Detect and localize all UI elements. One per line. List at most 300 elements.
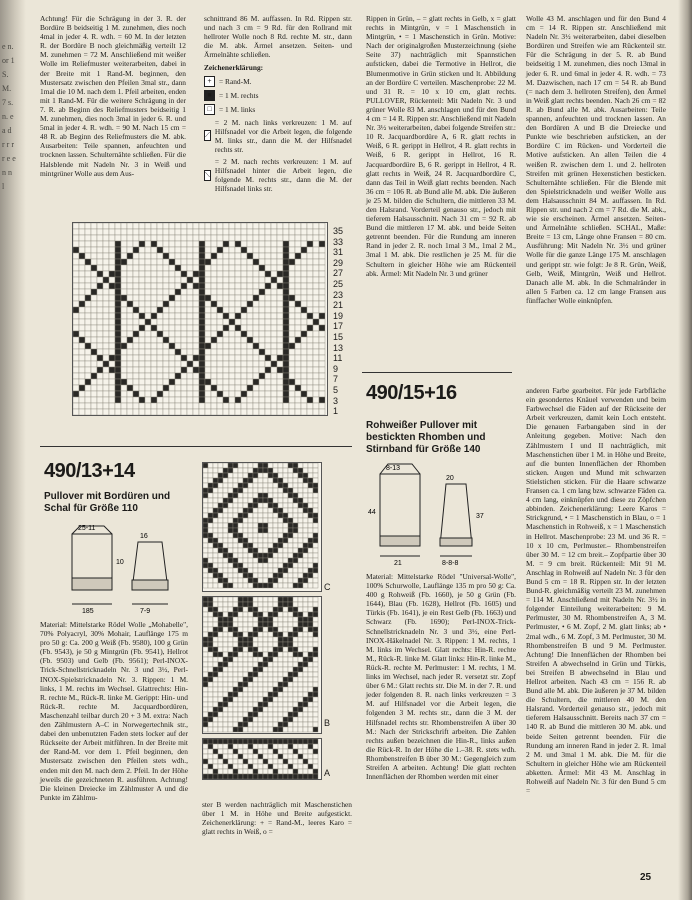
relief-cell xyxy=(181,337,187,343)
chart-b-cell xyxy=(253,602,258,607)
chart-b-cell xyxy=(218,627,223,632)
chart-b-cell xyxy=(228,662,233,667)
chart-b-cell xyxy=(303,687,308,692)
chart-b-cell xyxy=(208,612,213,617)
relief-cell xyxy=(175,295,181,301)
relief-cell xyxy=(157,403,163,409)
relief-cell xyxy=(73,253,79,259)
relief-cell xyxy=(157,391,163,397)
relief-cell xyxy=(115,301,121,307)
relief-cell xyxy=(169,265,175,271)
chart-c-cell xyxy=(273,498,278,503)
relief-cell xyxy=(73,361,79,367)
chart-c-cell xyxy=(283,508,288,513)
chart-c-cell xyxy=(228,473,233,478)
col1-top-text xyxy=(40,14,186,179)
chart-b-cell xyxy=(218,652,223,657)
chart-c-cell xyxy=(238,513,243,518)
relief-cell xyxy=(133,337,139,343)
relief-cell xyxy=(157,397,163,403)
chart-c-cell xyxy=(268,548,273,553)
legend-row xyxy=(204,118,352,154)
relief-cell xyxy=(283,313,289,319)
relief-cell xyxy=(295,367,301,373)
chart-c-cell xyxy=(253,553,258,558)
chart-b-cell xyxy=(228,707,233,712)
chart-c-cell xyxy=(298,463,303,468)
relief-cell xyxy=(271,301,277,307)
chart-c-cell xyxy=(273,473,278,478)
chart-b-cell xyxy=(248,712,253,717)
chart-b-cell xyxy=(313,707,318,712)
chart-b-cell xyxy=(298,727,303,732)
chart-c-cell xyxy=(283,543,288,548)
relief-cell xyxy=(313,343,319,349)
relief-cell xyxy=(187,259,193,265)
chart-b-cell xyxy=(308,667,313,672)
relief-cell xyxy=(283,307,289,313)
schema1-label-e: 7-9 xyxy=(140,608,151,615)
relief-cell xyxy=(145,355,151,361)
chart-c-cell xyxy=(208,503,213,508)
chart-b-cell xyxy=(283,632,288,637)
relief-cell xyxy=(109,331,115,337)
relief-cell xyxy=(91,295,97,301)
chart-b-cell xyxy=(223,687,228,692)
relief-cell xyxy=(217,337,223,343)
relief-cell xyxy=(115,265,121,271)
relief-cell xyxy=(175,283,181,289)
chart-b-cell xyxy=(298,702,303,707)
chart-c-cell xyxy=(248,488,253,493)
chart-c-cell xyxy=(218,573,223,578)
chart-a-cell xyxy=(268,774,273,779)
relief-cell xyxy=(109,265,115,271)
relief-cell xyxy=(265,295,271,301)
relief-cell xyxy=(271,379,277,385)
relief-cell xyxy=(217,379,223,385)
chart-a-cell xyxy=(253,744,258,749)
relief-cell xyxy=(175,259,181,265)
relief-cell xyxy=(91,379,97,385)
relief-cell xyxy=(103,265,109,271)
relief-cell xyxy=(259,295,265,301)
relief-cell xyxy=(193,235,199,241)
relief-cell xyxy=(151,361,157,367)
relief-cell xyxy=(133,235,139,241)
relief-pattern-chart xyxy=(72,222,328,416)
relief-cell xyxy=(79,283,85,289)
relief-cell xyxy=(313,331,319,337)
relief-cell xyxy=(259,289,265,295)
chart-a-cell xyxy=(208,764,213,769)
chart-c-cell xyxy=(293,528,298,533)
relief-cell xyxy=(151,247,157,253)
relief-cell xyxy=(235,253,241,259)
relief-cell xyxy=(85,235,91,241)
chart-b-cell xyxy=(258,662,263,667)
chart-c-cell xyxy=(263,538,268,543)
chart-b-cell xyxy=(258,702,263,707)
chart-b-cell xyxy=(218,712,223,717)
relief-cell xyxy=(199,295,205,301)
relief-cell xyxy=(217,235,223,241)
relief-cell xyxy=(289,313,295,319)
relief-cell xyxy=(289,271,295,277)
chart-c-cell xyxy=(313,538,318,543)
relief-cell xyxy=(265,241,271,247)
chart-b-cell xyxy=(208,647,213,652)
chart-c-cell xyxy=(313,483,318,488)
relief-cell xyxy=(187,277,193,283)
chart-b-cell xyxy=(253,682,258,687)
chart-c-cell xyxy=(233,548,238,553)
chart-b-cell xyxy=(233,647,238,652)
chart-c-cell xyxy=(218,553,223,558)
relief-cell xyxy=(181,295,187,301)
relief-cell xyxy=(91,361,97,367)
relief-cell xyxy=(253,235,259,241)
chart-b-cell xyxy=(298,612,303,617)
relief-cell xyxy=(187,289,193,295)
chart-b-cell xyxy=(258,657,263,662)
chart-b-cell xyxy=(288,702,293,707)
relief-cell xyxy=(211,319,217,325)
relief-cell xyxy=(103,301,109,307)
relief-cell xyxy=(73,397,79,403)
relief-cell xyxy=(121,331,127,337)
relief-cell xyxy=(235,361,241,367)
relief-cell xyxy=(217,391,223,397)
relief-cell xyxy=(85,409,91,415)
relief-cell xyxy=(229,337,235,343)
chart-b-cell xyxy=(288,722,293,727)
chart-b-cell xyxy=(213,682,218,687)
chart-a-cell xyxy=(223,774,228,779)
chart-b-cell xyxy=(238,612,243,617)
chart-b-cell xyxy=(293,637,298,642)
relief-cell xyxy=(97,331,103,337)
relief-cell xyxy=(313,265,319,271)
relief-cell xyxy=(235,295,241,301)
chart-c-cell xyxy=(263,478,268,483)
relief-cell xyxy=(283,289,289,295)
chart-c-cell xyxy=(203,573,208,578)
chart-c-cell xyxy=(313,508,318,513)
relief-cell xyxy=(97,373,103,379)
chart-b-cell xyxy=(208,622,213,627)
relief-cell xyxy=(235,277,241,283)
chart-b-cell xyxy=(283,597,288,602)
chart-b-cell xyxy=(233,642,238,647)
chart-c-cell xyxy=(228,468,233,473)
relief-cell xyxy=(319,409,325,415)
relief-cell xyxy=(187,325,193,331)
chart-c-cell xyxy=(278,478,283,483)
relief-cell xyxy=(283,331,289,337)
relief-cell xyxy=(319,355,325,361)
chart-b-cell xyxy=(273,637,278,642)
relief-cell xyxy=(253,289,259,295)
relief-cell xyxy=(163,229,169,235)
chart-b-cell xyxy=(303,667,308,672)
relief-cell xyxy=(271,319,277,325)
relief-cell xyxy=(187,283,193,289)
relief-cell xyxy=(139,235,145,241)
chart-b-cell xyxy=(313,602,318,607)
chart-c-cell xyxy=(253,563,258,568)
relief-cell xyxy=(187,391,193,397)
relief-cell xyxy=(187,355,193,361)
chart-b-cell xyxy=(233,597,238,602)
relief-cell xyxy=(91,409,97,415)
relief-cell xyxy=(295,289,301,295)
chart-b-cell xyxy=(203,727,208,732)
chart-c-cell xyxy=(268,468,273,473)
relief-cell xyxy=(301,313,307,319)
relief-cell xyxy=(175,223,181,229)
chart-b-cell xyxy=(268,667,273,672)
relief-cell xyxy=(151,259,157,265)
chart-c-cell xyxy=(213,473,218,478)
chart-b-cell xyxy=(308,702,313,707)
chart-c-label: C xyxy=(324,582,331,592)
relief-cell xyxy=(97,379,103,385)
chart-c-cell xyxy=(308,533,313,538)
relief-cell xyxy=(175,331,181,337)
chart-c-cell xyxy=(283,538,288,543)
relief-cell xyxy=(169,337,175,343)
relief-cell xyxy=(133,373,139,379)
relief-cell xyxy=(259,301,265,307)
chart-b-cell xyxy=(308,687,313,692)
chart-c-cell xyxy=(228,463,233,468)
chart-c-cell xyxy=(268,498,273,503)
relief-cell xyxy=(211,385,217,391)
chart-b-cell xyxy=(263,627,268,632)
relief-cell xyxy=(175,337,181,343)
chart-c-cell xyxy=(218,463,223,468)
chart-b-cell xyxy=(268,697,273,702)
relief-cell xyxy=(163,313,169,319)
relief-cell xyxy=(175,271,181,277)
chart-c-cell xyxy=(223,508,228,513)
chart-c-cell xyxy=(208,518,213,523)
chart-c-cell xyxy=(223,503,228,508)
chart-c-cell xyxy=(313,493,318,498)
chart-c-cell xyxy=(298,538,303,543)
relief-cell xyxy=(115,373,121,379)
chart-b-cell xyxy=(283,622,288,627)
relief-cell xyxy=(151,253,157,259)
relief-cell xyxy=(319,361,325,367)
chart-c-cell xyxy=(213,508,218,513)
relief-cell xyxy=(163,283,169,289)
chart-a-cell xyxy=(313,754,318,759)
chart-b-cell xyxy=(278,617,283,622)
relief-cell xyxy=(103,331,109,337)
relief-cell xyxy=(193,271,199,277)
chart-b-cell xyxy=(273,712,278,717)
relief-cell xyxy=(133,313,139,319)
relief-cell xyxy=(259,361,265,367)
chart-b-cell xyxy=(263,637,268,642)
chart-b-cell xyxy=(258,597,263,602)
relief-cell xyxy=(235,355,241,361)
relief-cell xyxy=(175,385,181,391)
chart-b-cell xyxy=(258,632,263,637)
chart-b-cell xyxy=(243,617,248,622)
chart-b-cell xyxy=(308,682,313,687)
relief-cell xyxy=(79,391,85,397)
chart-c-cell xyxy=(313,523,318,528)
relief-cell xyxy=(283,385,289,391)
relief-cell xyxy=(157,337,163,343)
relief-cell xyxy=(283,325,289,331)
chart-b-cell xyxy=(218,697,223,702)
chart-c-cell xyxy=(238,503,243,508)
relief-cell xyxy=(289,301,295,307)
relief-cell xyxy=(211,277,217,283)
chart-b-cell xyxy=(238,632,243,637)
chart-c-cell xyxy=(228,573,233,578)
chart-c-cell xyxy=(223,498,228,503)
chart-c-cell xyxy=(303,578,308,583)
chart-b-cell xyxy=(218,622,223,627)
relief-cell xyxy=(193,283,199,289)
relief-cell xyxy=(187,271,193,277)
relief-cell xyxy=(319,385,325,391)
relief-cell xyxy=(91,289,97,295)
chart-c-cell xyxy=(303,563,308,568)
chart-b-cell xyxy=(263,657,268,662)
chart-b-cell xyxy=(268,727,273,732)
relief-cell xyxy=(295,379,301,385)
relief-cell xyxy=(211,409,217,415)
chart-row-number: 9 xyxy=(333,363,339,374)
chart-c-cell xyxy=(203,583,208,588)
chart-b-cell xyxy=(268,652,273,657)
relief-cell xyxy=(247,295,253,301)
chart-b-cell xyxy=(298,672,303,677)
chart-b-cell xyxy=(213,722,218,727)
relief-cell xyxy=(241,313,247,319)
chart-b-cell xyxy=(203,702,208,707)
chart-b-cell xyxy=(218,682,223,687)
relief-cell xyxy=(205,313,211,319)
relief-cell xyxy=(307,355,313,361)
relief-cell xyxy=(295,325,301,331)
relief-cell xyxy=(241,229,247,235)
relief-cell xyxy=(187,223,193,229)
chart-c-cell xyxy=(258,478,263,483)
relief-cell xyxy=(97,235,103,241)
relief-cell xyxy=(115,283,121,289)
chart-c-cell xyxy=(228,528,233,533)
chart-b-cell xyxy=(303,622,308,627)
relief-cell xyxy=(97,319,103,325)
chart-c-cell xyxy=(248,558,253,563)
relief-cell xyxy=(265,253,271,259)
chart-row-number: 5 xyxy=(333,384,339,395)
chart-b-cell xyxy=(273,602,278,607)
relief-cell xyxy=(169,361,175,367)
chart-c-cell xyxy=(263,468,268,473)
chart-b-cell xyxy=(308,597,313,602)
col3-paragraph: Rippen in Grün, – = glatt rechts in Gelb, x = glatt rechts in Mintgrün, v = 1 Maschenstich in Mintgrün, • = 1 Maschenstich in Grün. Motive: Nach der originalgroßen Musterzeichnung (siehe Seite 37) nachträglich mit Spannstichen aufsticken, dabei die Termotive in Hellrot, die Blumenmotive in Grün sticken und lt. Abbildung an der Bordüre C verteilen. Maschenprobe: 22 M. und 31 R. = 10 x 10 cm, glatt rechts. PULLOVER, Rückenteil: Mit Nadeln Nr. 3 und grüner Wolle 83 M. anschlagen und für den Bund 4 cm = 14 R. Rippen str. Anschließend mit Nadeln Nr. 3½ weiterarbeiten, dabei folgende Streifen str.: 10 R. Jacquardbordüre A, 6 R. glatt rechts in Weiß, 6 R. gerippt in Hellrot, 4 R. glatt rechts in Weiß, 6 R. gerippt in Hellrot, 16 R. Jacquardbordüre B, 6 R. gerippt in Hellrot, 4 R. glatt rechts in Weiß, 24 R. Jacquardbordüre C, dann das Teil in Weiß glatt rechts beenden. Nach 36 cm = 106 R. ab Bund alle M. abk. Die äußeren je 25 M. bilden die Schultern, die mittleren 33 M. den Halsrand. Vorderteil genauso str., jedoch mit tieferem Halsausschnitt. Nach 31 cm = 92 R. ab Bund die mittleren 17 M. abk. und beide Seiten getrennt beenden. Für die Rundung am inneren Rand in jeder 2. R. noch 1mal 3 M., 1mal 2 M., 3mal 1 M. abk. Die restlichen je 25 M. für die Schultern in gleicher Höhe wie am Rückenteil abk. Ärmel: Mit Nadeln Nr. 3 und grüner xyxy=(366,14,516,278)
col4-top-paragraph: Wolle 43 M. anschlagen und für den Bund 4 cm = 14 R. Rippen str. Anschließend mit Nadeln Nr. 3½ weiterarbeiten, dabei dieselben Bordüren und Streifen wie am Rückenteil str. Für die Schrägung in der 5. R. ab Bund beidseitig 1 M. zunehmen, dies noch 13mal in jeder 6. R. und 6mal in jeder 4. R. wdh. = 73 M. Dazwischen, nach 17 cm = 54 R. ab Bund (= nach dem 3. hellroten Streifen), den Ärmel in Weiß glatt rechts beenden. Nach 26 cm = 82 R. ab Bund alle M. abk. Ausarbeiten: Teile spannen, anfeuchten und trocknen lassen. An den Bordüren A und B die Dreiecke und Punkte wie beschrieben aufsticken, an der Bordüre C im Rücken- und Vorderteil die Motive aufsticken. An allen Teilen die 4 weißen R. zwischen dem 1. und 2. hellroten Streifen mit grünen Hexenstichen besticken. Schulternähte schließen. Für die Blende mit den Spielstricknadeln und weißer Wolle aus dem Halsausschnitt 84 M. auffassen. In Rd. Rippen str. und nach 2 cm = 7 Rd. die M. abk., wie sie erscheinen. Ärmel ansetzen. Seiten- und Ärmelnähte schließen. SCHAL, Maße: Breite = 13 cm, Länge ohne Fransen = 80 cm. Ausführung: Mit Nadeln Nr. 3½ und grüner Wolle für die ganze Länge 175 M. anschlagen und gerippt str. wie folgt: Je 8 R. Grün, Weiß, Gelb, Weiß, Mintgrün, Weiß und Hellrot. Danach alle M. abk. In die Schmalränder in allen 5 Farben ca. 12 cm lange Fransen aus fünffacher Wolle einknüpfen. xyxy=(526,14,666,305)
relief-cell xyxy=(181,403,187,409)
relief-cell xyxy=(271,337,277,343)
relief-cell xyxy=(139,355,145,361)
relief-cell xyxy=(127,259,133,265)
chart-a-cell xyxy=(213,754,218,759)
chart-b-cell xyxy=(283,617,288,622)
chart-c-cell xyxy=(278,553,283,558)
relief-cell xyxy=(205,277,211,283)
chart-c-cell xyxy=(308,513,313,518)
chart-b-cell xyxy=(258,622,263,627)
chart-b-cell xyxy=(273,702,278,707)
chart-a-cell xyxy=(248,749,253,754)
chart-c-cell xyxy=(308,578,313,583)
chart-a-cell xyxy=(273,749,278,754)
relief-cell xyxy=(139,307,145,313)
relief-cell xyxy=(295,403,301,409)
relief-cell xyxy=(187,361,193,367)
relief-cell xyxy=(85,349,91,355)
chart-a-cell xyxy=(248,739,253,744)
chart-a-cell xyxy=(283,754,288,759)
chart-c-cell xyxy=(293,483,298,488)
relief-cell xyxy=(145,283,151,289)
relief-cell xyxy=(157,319,163,325)
relief-cell xyxy=(277,355,283,361)
chart-c-cell xyxy=(283,483,288,488)
chart-c-cell xyxy=(223,488,228,493)
chart-c-cell xyxy=(293,558,298,563)
relief-cell xyxy=(247,409,253,415)
relief-cell xyxy=(211,301,217,307)
chart-b-cell xyxy=(303,652,308,657)
relief-cell xyxy=(121,235,127,241)
chart-b-cell xyxy=(213,672,218,677)
relief-cell xyxy=(175,277,181,283)
relief-cell xyxy=(157,289,163,295)
chart-b-cell xyxy=(293,667,298,672)
relief-cell xyxy=(253,301,259,307)
chart-a-cell xyxy=(308,759,313,764)
chart-b-cell xyxy=(233,662,238,667)
legend-symbol: + xyxy=(204,76,215,87)
chart-c-cell xyxy=(223,468,228,473)
chart-b-cell xyxy=(233,697,238,702)
relief-cell xyxy=(313,319,319,325)
chart-b-cell xyxy=(203,722,208,727)
chart-c-cell xyxy=(313,463,318,468)
relief-cell xyxy=(223,319,229,325)
relief-cell xyxy=(235,235,241,241)
relief-cell xyxy=(115,271,121,277)
relief-cell xyxy=(295,295,301,301)
chart-b-cell xyxy=(253,637,258,642)
chart-b-cell xyxy=(213,612,218,617)
chart-c-cell xyxy=(288,483,293,488)
relief-cell xyxy=(247,349,253,355)
relief-cell xyxy=(241,301,247,307)
relief-cell xyxy=(85,373,91,379)
relief-cell xyxy=(277,343,283,349)
